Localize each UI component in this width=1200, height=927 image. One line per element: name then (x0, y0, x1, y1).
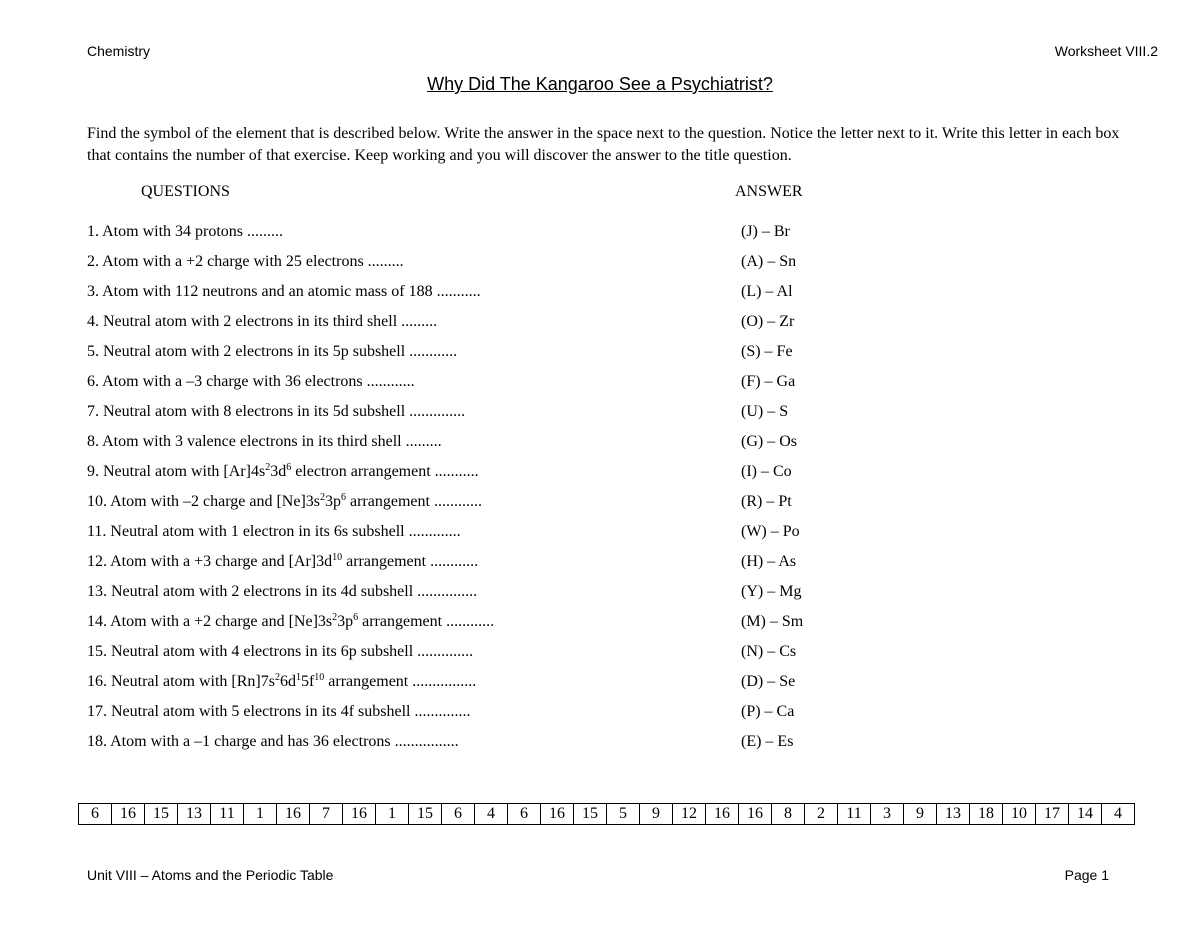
answer-grid-cell[interactable]: 10 (1003, 804, 1036, 825)
answer-grid-cell[interactable]: 18 (970, 804, 1003, 825)
answer-grid-cell[interactable]: 4 (475, 804, 508, 825)
question-item (87, 641, 987, 671)
answer-grid-cell[interactable]: 15 (409, 804, 442, 825)
answer-grid-cell[interactable]: 2 (805, 804, 838, 825)
question-item (87, 731, 987, 761)
answer-grid-cell[interactable]: 5 (607, 804, 640, 825)
header-worksheet-id: Worksheet VIII.2 (1054, 43, 1158, 59)
question-text: 13. Neutral atom with 2 electrons in its 4d subshell ............... (87, 583, 478, 600)
question-item (87, 371, 987, 401)
questions-column-header: QUESTIONS (141, 183, 230, 200)
question-text: 10. Atom with –2 charge and $[Ne]3s^23p^6$ arrangement ............ (87, 492, 482, 510)
answer-grid-cell[interactable]: 1 (376, 804, 409, 825)
question-item (87, 341, 987, 371)
answer-grid-cell[interactable]: 16 (343, 804, 376, 825)
question-text: 8. Atom with 3 valence electrons in its third shell ......... (87, 433, 442, 450)
question-text: 11. Neutral atom with 1 electron in its 6s subshell ............. (87, 523, 461, 540)
footer-page-number: Page 1 (1064, 867, 1109, 883)
answer-choice: (H) – As (741, 553, 797, 570)
answer-grid-cell[interactable]: 6 (79, 804, 112, 825)
answer-grid-cell[interactable]: 16 (739, 804, 772, 825)
answer-choice: (E) – Es (741, 733, 794, 750)
question-item (87, 461, 987, 491)
answer-choice: (U) – S (741, 403, 789, 420)
question-item (87, 401, 987, 431)
header-subject: Chemistry (87, 43, 151, 59)
answer-choice: (I) – Co (741, 463, 792, 480)
answer-choice: (L) – Al (741, 283, 793, 300)
answer-choice: (F) – Ga (741, 373, 796, 390)
question-list (87, 221, 987, 761)
answer-choice: (R) – Pt (741, 493, 792, 510)
question-text: 16. Neutral atom with $[Rn]7s^26d^15f^{10}$ arrangement ................ (87, 672, 477, 690)
instructions: Find the symbol of the element that is described below. Write the answer in the space next to the question. Notice the letter next to it. Write this letter in each box that contains the number of that exercise. Keep working and you will discover the answer to the title question. (87, 125, 1120, 164)
question-text: 4. Neutral atom with 2 electrons in its third shell ......... (87, 313, 438, 330)
question-item (87, 521, 987, 551)
answer-grid-cell[interactable]: 13 (937, 804, 970, 825)
answer-grid-cell[interactable]: 16 (277, 804, 310, 825)
question-item (87, 431, 987, 461)
answer-grid-cell[interactable]: 7 (310, 804, 343, 825)
answer-grid-cell[interactable]: 6 (508, 804, 541, 825)
answer-grid-cell[interactable]: 1 (244, 804, 277, 825)
question-item (87, 611, 987, 641)
answer-grid-cell[interactable]: 9 (640, 804, 673, 825)
question-text: 2. Atom with a +2 charge with 25 electrons ......... (87, 253, 404, 270)
answer-grid-cell[interactable]: 11 (211, 804, 244, 825)
question-text: 17. Neutral atom with 5 electrons in its 4f subshell .............. (87, 703, 471, 720)
answer-grid-cell[interactable]: 9 (904, 804, 937, 825)
answer-grid-cell[interactable]: 11 (838, 804, 871, 825)
answer-grid-cell[interactable]: 17 (1036, 804, 1069, 825)
answer-grid-cell[interactable]: 16 (112, 804, 145, 825)
question-item (87, 671, 987, 701)
answer-choice: (J) – Br (741, 223, 790, 240)
answer-grid-cell[interactable]: 15 (574, 804, 607, 825)
answer-grid-row (79, 804, 1135, 825)
answer-choice: (O) – Zr (741, 313, 795, 330)
question-item (87, 251, 987, 281)
answer-grid-cell[interactable]: 8 (772, 804, 805, 825)
question-text: 6. Atom with a –3 charge with 36 electrons ............ (87, 373, 415, 390)
answer-choice: (G) – Os (741, 433, 797, 450)
answer-grid-cell[interactable]: 12 (673, 804, 706, 825)
answer-choice: (M) – Sm (741, 613, 804, 630)
question-text: 14. Atom with a +2 charge and $[Ne]3s^23p^6$ arrangement ............ (87, 612, 495, 630)
answer-grid-cell[interactable]: 6 (442, 804, 475, 825)
answer-choice: (Y) – Mg (741, 583, 802, 600)
answer-choice: (P) – Ca (741, 703, 795, 720)
page-title: Why Did The Kangaroo See a Psychiatrist? (427, 74, 773, 94)
answer-grid-cell[interactable]: 3 (871, 804, 904, 825)
question-text: 3. Atom with 112 neutrons and an atomic mass of 188 ........... (87, 283, 481, 300)
answer-choice: (A) – Sn (741, 253, 797, 270)
question-item (87, 701, 987, 731)
question-item (87, 281, 987, 311)
question-item (87, 221, 987, 251)
answer-grid-cell[interactable]: 16 (541, 804, 574, 825)
answer-choice: (S) – Fe (741, 343, 793, 360)
answer-grid (78, 803, 1135, 825)
question-item (87, 491, 987, 521)
question-item (87, 311, 987, 341)
question-text: 5. Neutral atom with 2 electrons in its 5p subshell ............ (87, 343, 458, 360)
answer-choice: (N) – Cs (741, 643, 797, 660)
answer-choice: (W) – Po (741, 523, 800, 540)
question-text: 12. Atom with a +3 charge and $[Ar]3d^{10}$ arrangement ............ (87, 552, 479, 570)
question-text: 9. Neutral atom with $[Ar]4s^23d^6$ electron arrangement ........... (87, 462, 479, 480)
question-item (87, 581, 987, 611)
answer-choice: (D) – Se (741, 673, 796, 690)
question-text: 7. Neutral atom with 8 electrons in its 5d subshell .............. (87, 403, 466, 420)
answer-column-header: ANSWER (735, 183, 803, 200)
question-text: 15. Neutral atom with 4 electrons in its 6p subshell .............. (87, 643, 474, 660)
question-text: 18. Atom with a –1 charge and has 36 electrons ................ (87, 733, 459, 750)
question-text: 1. Atom with 34 protons ......... (87, 223, 284, 240)
answer-grid-cell[interactable]: 13 (178, 804, 211, 825)
answer-grid-cell[interactable]: 16 (706, 804, 739, 825)
footer-unit: Unit VIII – Atoms and the Periodic Table (87, 867, 334, 883)
question-item (87, 551, 987, 581)
answer-grid-cell[interactable]: 4 (1102, 804, 1135, 825)
answer-grid-cell[interactable]: 14 (1069, 804, 1102, 825)
answer-grid-cell[interactable]: 15 (145, 804, 178, 825)
